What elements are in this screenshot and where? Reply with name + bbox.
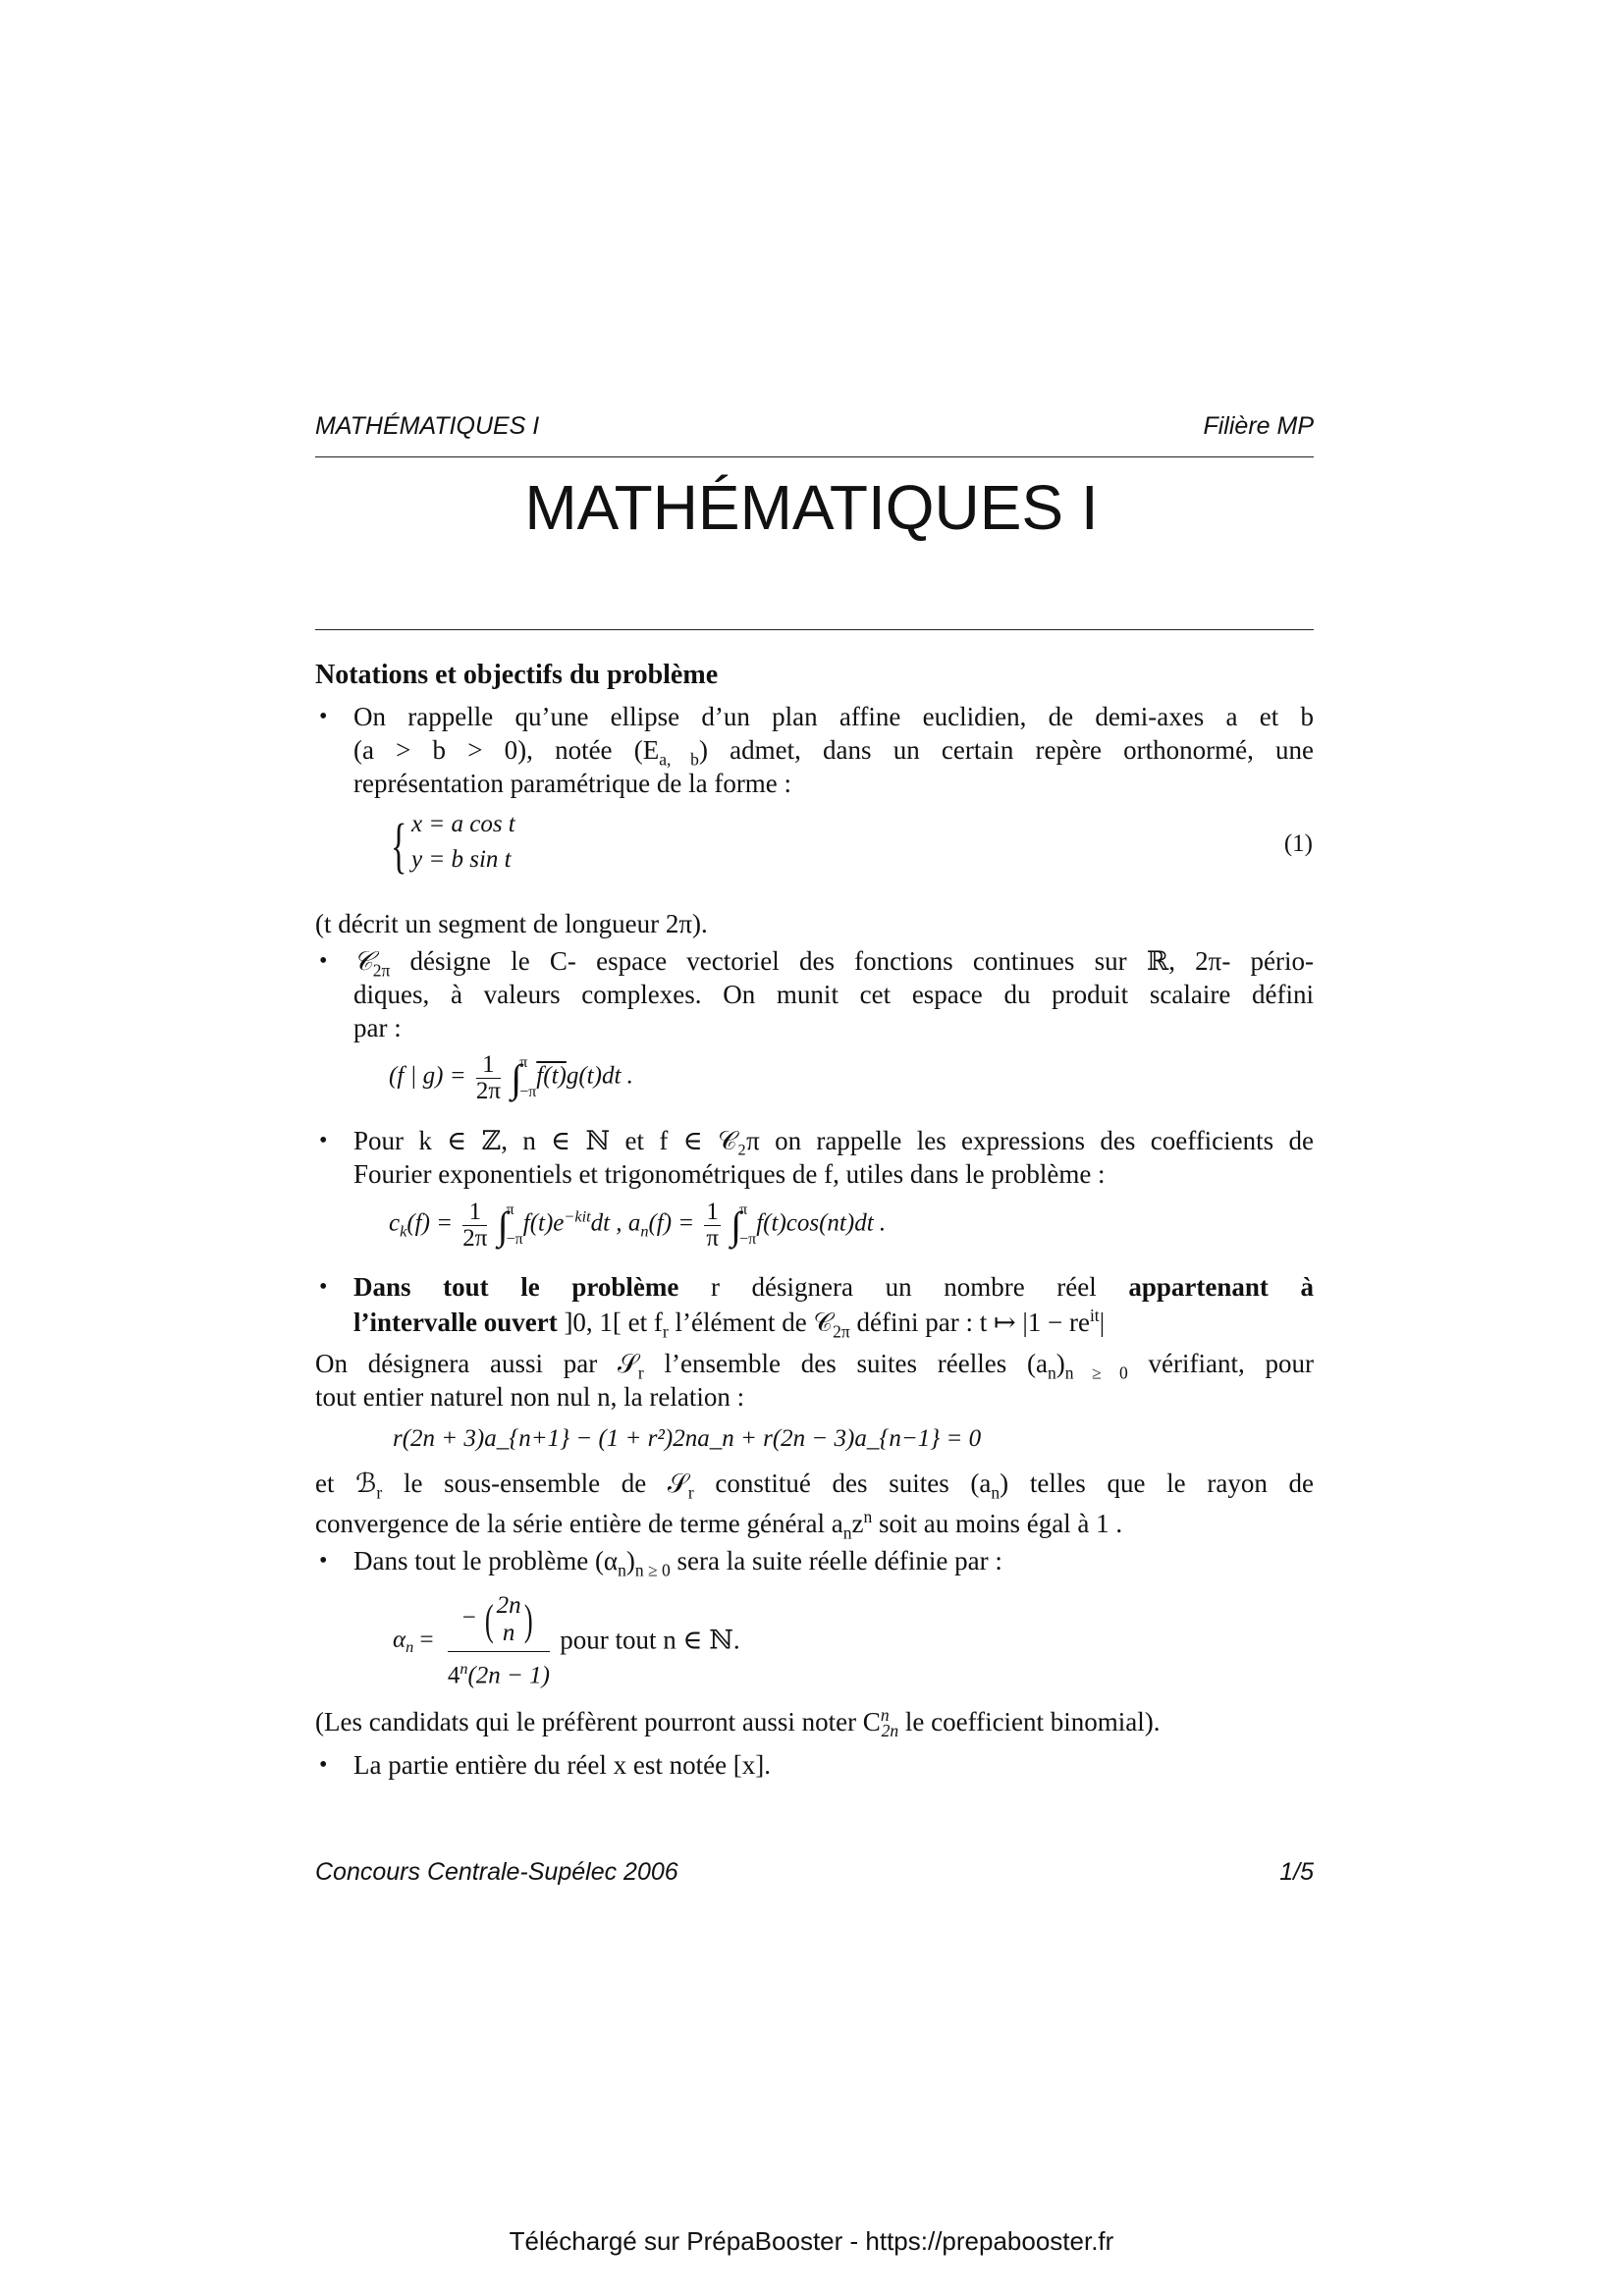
bullet4-line1: Dans tout le problème r désignera un nombre réel appartenant à [353, 1272, 1314, 1302]
page-number: 1/5 [1279, 1858, 1314, 1886]
sr-definition-line1: On désignera aussi par 𝒮$_r$ l’ensemble des suites réelles $(a_n)_{n \ge 0}$ vérifiant, pour [315, 1349, 1314, 1383]
bullet6-line: La partie entière du réel x est notée [x]. [353, 1750, 772, 1780]
bullet2-line2: diques, à valeurs complexes. On munit cet espace du produit scalaire défini [353, 980, 1314, 1009]
bullet-icon: • [319, 1128, 328, 1153]
recurrence-relation: r(2n + 3)a_{n+1} − (1 + r²)2na_n + r(2n − 3)a_{n−1} = 0 [393, 1425, 982, 1452]
running-header-right: Filière MP [1203, 412, 1314, 440]
running-header-left: MATHÉMATIQUES I [315, 412, 540, 440]
bullet-icon: • [319, 1274, 328, 1300]
bullet-icon: • [319, 1752, 328, 1778]
bullet1-line1: On rappelle qu’une ellipse d’un plan affine euclidien, de demi-axes a et b [353, 702, 1314, 731]
title-rule [315, 629, 1314, 630]
binomial-note: (Les candidats qui le préfèrent pourront aussi noter $C^n_{2n}$ le coefficient binomial). [315, 1705, 1161, 1741]
bullet2-line1: 𝒞$_{2\pi}$ désigne le C- espace vectoriel des fonctions continues sur ℝ, 2π- pério- [353, 946, 1314, 981]
fourier-coefficients-formula: $c_k(f)$ = $\frac{1}{2\pi}$ ∫ π −π $f(t)e^{-kit}dt$ , $a_n(f)$ = $\frac{1}{\pi}$ ∫ π −π f(t)cos(nt)dt . [389, 1198, 887, 1252]
param-eq-x: x = a cos t [411, 811, 515, 837]
bullet1-line2: (a > b > 0), notée $(E_{a, b})$ admet, dans un certain repère orthonormé, une [353, 735, 1314, 770]
footer-left: Concours Centrale-Supélec 2006 [315, 1858, 678, 1886]
param-eq-y: y = b sin t [411, 846, 512, 873]
sr-definition-line2: tout entier naturel non nul n, la relation : [315, 1382, 745, 1412]
page-title: MATHÉMATIQUES I [524, 472, 1099, 543]
bullet-icon: • [319, 1548, 328, 1574]
br-definition-line1: et ℬ$_r$ le sous-ensemble de 𝒮$_r$ constitué des suites $(a_n)$ telles que le rayon de [315, 1468, 1314, 1503]
bullet3-line2: Fourier exponentiels et trigonométriques de f, utiles dans le problème : [353, 1159, 1106, 1189]
ellipse-condition: (a > b > 0) [353, 735, 527, 765]
alpha-definition-formula: $\alpha_n$ = − ( 2n n ) $4^n(2n - 1)$ pour tout n ∈ ℕ. [393, 1592, 740, 1689]
bullet3-line1: Pour k ∈ ℤ, n ∈ ℕ et f ∈ 𝒞₂π on rappelle les expressions des coefficients de [353, 1126, 1314, 1155]
br-definition-line2: convergence de la série entière de terme général $a_nz^n$ soit au moins égal à 1 . [315, 1507, 1123, 1543]
scalar-product-formula: (f | g) = $\frac{1}{2\pi}$ ∫ π −π f(t)g(t)dt . [389, 1050, 633, 1104]
bullet-icon: • [319, 704, 328, 729]
download-watermark: Téléchargé sur PrépaBooster - https://prepabooster.fr [509, 2226, 1114, 2256]
header-rule [315, 456, 1314, 457]
bullet1-line3: représentation paramétrique de la forme : [353, 769, 792, 798]
bullet4-line2: l’intervalle ouvert ]0, 1[ et $f_r$ l’élément de 𝒞$_{2\pi}$ défini par : t ↦ $|1 - re^{it}|$ [353, 1306, 1106, 1342]
section-heading: Notations et objectifs du problème [315, 660, 719, 690]
param-note: (t décrit un segment de longueur 2π). [315, 909, 708, 938]
bullet-icon: • [319, 948, 328, 974]
equation-number: (1) [1283, 830, 1313, 857]
bullet2-line3: par : [353, 1013, 402, 1042]
bullet5-line1: Dans tout le problème $(\alpha_n)_{n \ge 0}$ sera la suite réelle définie par : [353, 1546, 1002, 1580]
left-brace: { [391, 813, 407, 880]
